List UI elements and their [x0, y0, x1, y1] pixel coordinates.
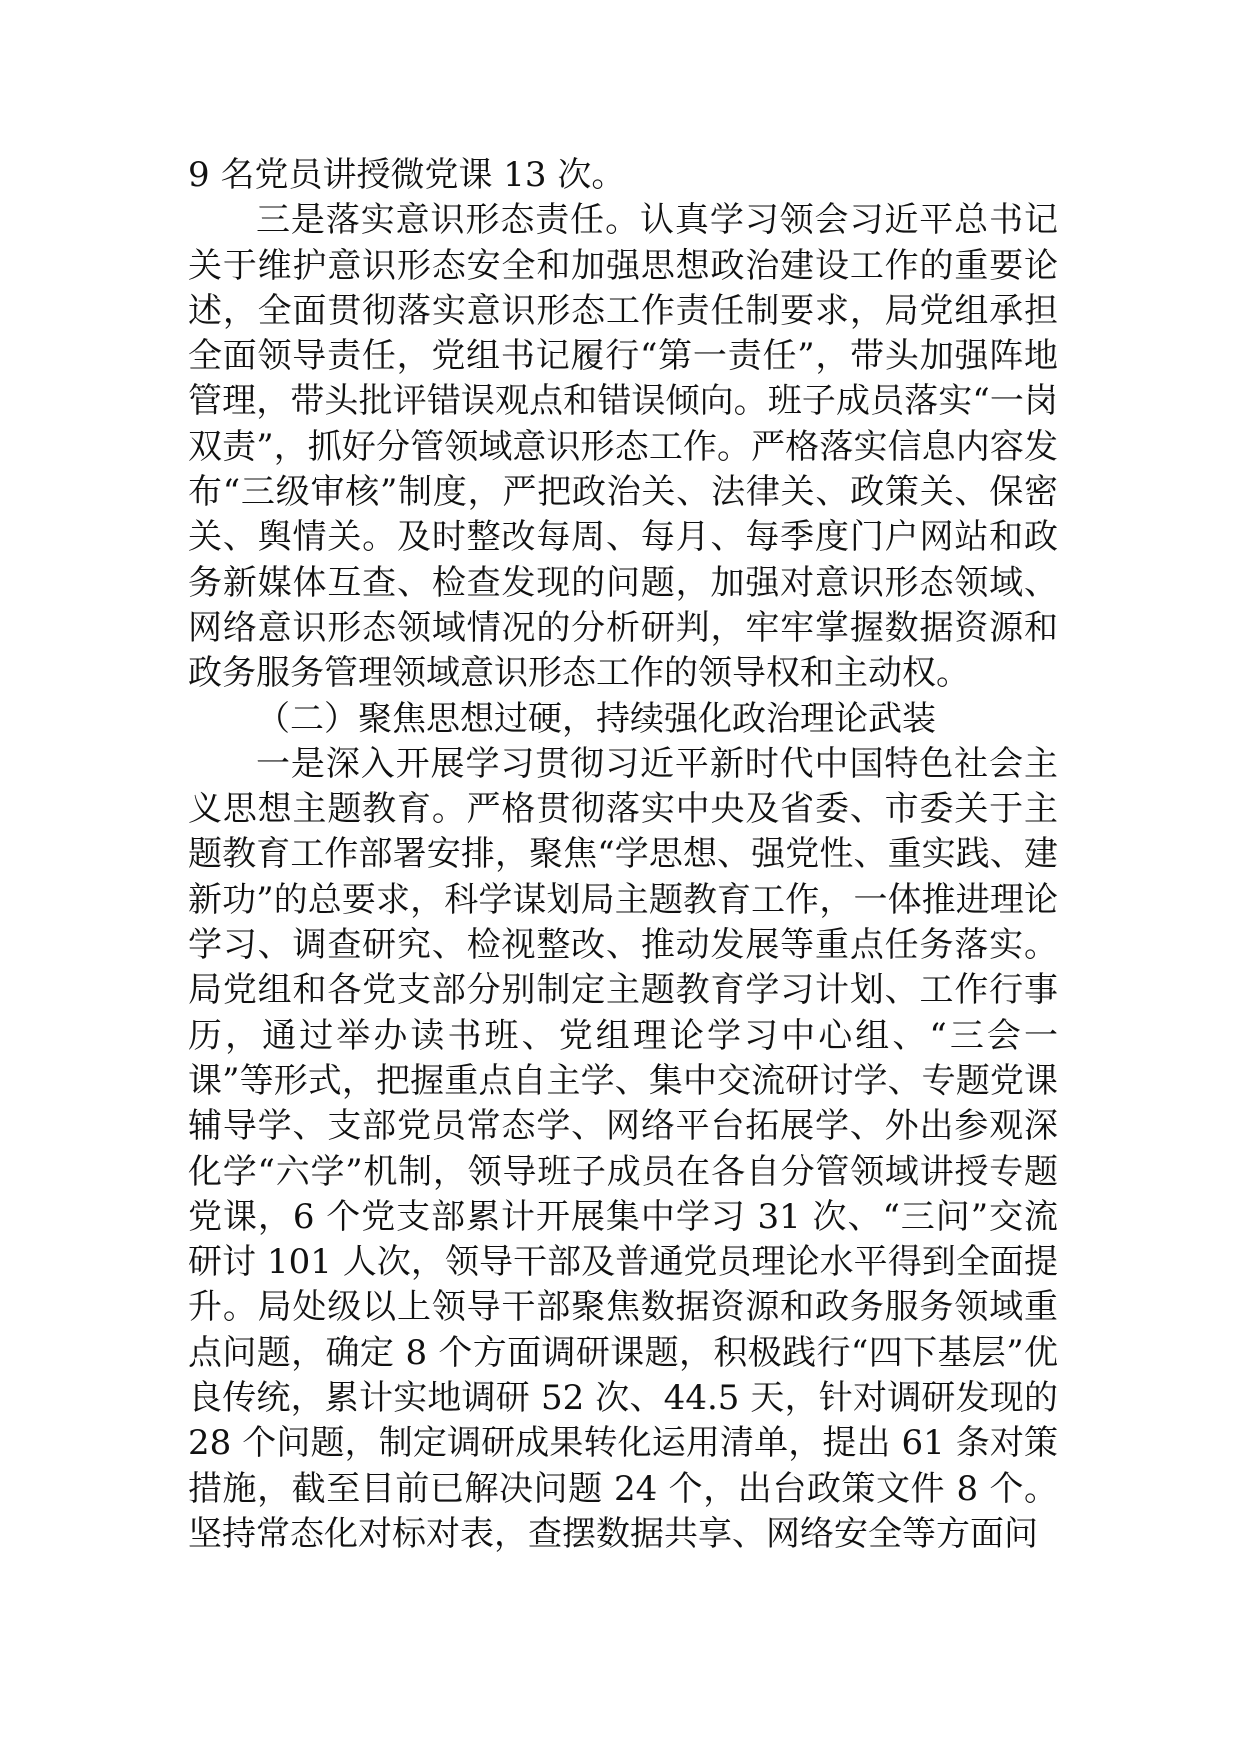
section-heading: （二）聚焦思想过硬，持续强化政治理论武装 [256, 698, 936, 739]
paragraph-theme-education: 一是深入开展学习贯彻习近平新时代中国特色社会主义思想主题教育。严格贯彻落实中央及省委、市委关于主题教育工作部署安排，聚焦“学思想、强党性、重实践、建新功”的总要求，科学谋划局主题教育工作，一体推进理论学习、调查研究、检视整改、推动发展等重点任务落实。局党组和各党支部分别制定主题教育学习计划、工作行事历，通过举办读书班、党组理论学习中心组、“三会一课”等形式，把握重点自主学、集中交流研讨学、专题党课辅导学、支部党员常态学、网络平台拓展学、外出参观深化学“六学”机制，领导班子成员在各自分管领域讲授专题党课，6 个党支部累计开展集中学习 31 次、“三问”交流研讨 101 人次，领导干部及普通党员理论水平得到全面提升。局处级以上领导干部聚焦数据资源和政务服务领域重点问题，确定 8 个方面调研课题，积极践行“四下基层”优良传统，累计实地调研 52 次、44.5 天，针对调研发现的 28 个问题，制定调研成果转化运用清单，提出 61 条对策措施，截至目前已解决问题 24 个，出台政策文件 8 个。坚持常态化对标对表，查摆数据共享、网络安全等方面问 [188, 743, 1058, 1554]
paragraph-ideology-responsibility: 三是落实意识形态责任。认真学习领会习近平总书记关于维护意识形态安全和加强思想政治建设工作的重要论述，全面贯彻落实意识形态工作责任制要求，局党组承担全面领导责任，党组书记履行“第一责任”，带头加强阵地管理，带头批评错误观点和错误倾向。班子成员落实“一岗双责”，抓好分管领域意识形态工作。严格落实信息内容发布“三级审核”制度，严把政治关、法律关、政策关、保密关、舆情关。及时整改每周、每月、每季度门户网站和政务新媒体互查、检查发现的问题，加强对意识形态领域、网络意识形态领域情况的分析研判，牢牢掌握数据资源和政务服务管理领域意识形态工作的领导权和主动权。 [188, 200, 1058, 694]
document-body [188, 153, 1058, 1557]
paragraph-continuation: 9 名党员讲授微党课 13 次。 [188, 155, 626, 195]
